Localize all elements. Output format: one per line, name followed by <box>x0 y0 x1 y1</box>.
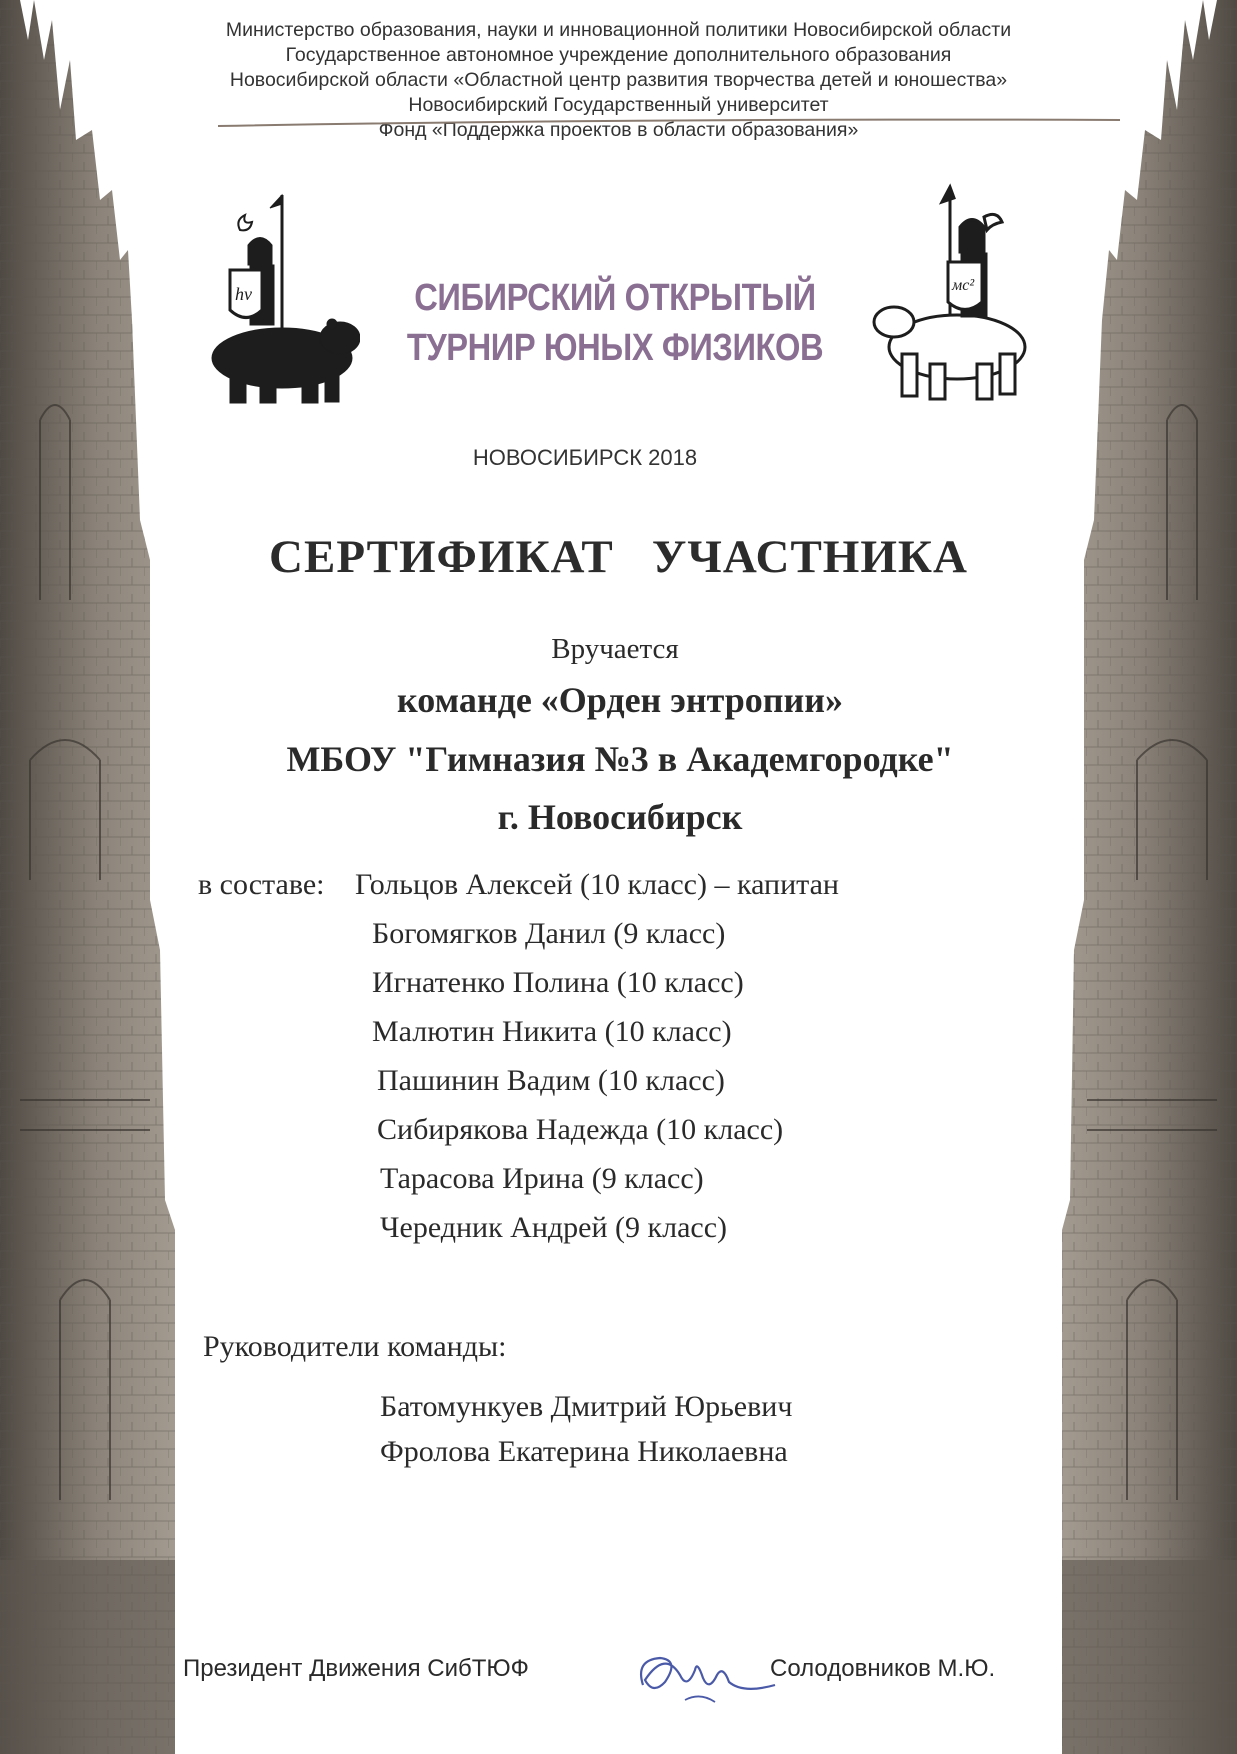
header-line: Новосибирский Государственный университет <box>408 94 829 116</box>
leader-item: Фролова Екатерина Николаевна <box>380 1435 788 1468</box>
header-line: Фонд «Поддержка проектов в области образования» <box>378 119 859 141</box>
member-item: Игнатенко Полина (10 класс) <box>372 966 744 999</box>
header-line: Новосибирской области «Областной центр развития творчества детей и юношества» <box>229 69 1008 91</box>
tournament-title <box>404 273 825 373</box>
team-school: МБОУ "Гимназия №3 в Академгородке" <box>286 739 954 779</box>
gothic-tower-left-image <box>0 0 175 1754</box>
city-year: НОВОСИБИРСК 2018 <box>472 445 698 470</box>
awarded-to-label: Вручается <box>551 633 679 665</box>
knight-on-bear-logo-right <box>872 182 1044 404</box>
team-city: г. Новосибирск <box>497 797 743 837</box>
member-item: Тарасова Ирина (9 класс) <box>380 1162 704 1195</box>
tournament-title-line1: СИБИРСКИЙ ОТКРЫТЫЙ <box>414 277 816 319</box>
leaders-label: Руководители команды: <box>203 1330 507 1363</box>
header-rule <box>218 118 1120 128</box>
member-item: Малютин Никита (10 класс) <box>372 1015 732 1048</box>
member-item: Гольцов Алексей (10 класс) – капитан <box>355 868 839 901</box>
gothic-tower-right-image <box>1062 0 1237 1754</box>
right-shield-text: мс² <box>952 277 975 294</box>
members-label: в составе: <box>198 868 325 901</box>
member-item: Богомягков Данил (9 класс) <box>372 917 726 950</box>
member-item: Чередник Андрей (9 класс) <box>380 1211 728 1244</box>
header-line: Государственное автономное учреждение дополнительного образования <box>285 44 952 66</box>
member-item: Сибирякова Надежда (10 класс) <box>377 1113 784 1146</box>
president-name: Солодовников М.Ю. <box>770 1655 996 1682</box>
leader-item: Батомункуев Дмитрий Юрьевич <box>380 1390 793 1423</box>
tournament-title-line2: ТУРНИР ЮНЫХ ФИЗИКОВ <box>406 327 824 369</box>
president-title: Президент Движения СибТЮФ <box>183 1655 529 1682</box>
member-item: Пашинин Вадим (10 класс) <box>377 1064 725 1097</box>
certificate-title: СЕРТИФИКАТ УЧАСТНИКА <box>269 531 968 583</box>
header-line: Министерство образования, науки и инновационной политики Новосибирской области <box>225 19 1012 41</box>
team-name: команде «Орден энтропии» <box>397 680 843 720</box>
knight-on-bear-logo-left <box>190 190 360 405</box>
left-shield-text: hv <box>235 284 252 304</box>
signature-image <box>625 1630 780 1710</box>
